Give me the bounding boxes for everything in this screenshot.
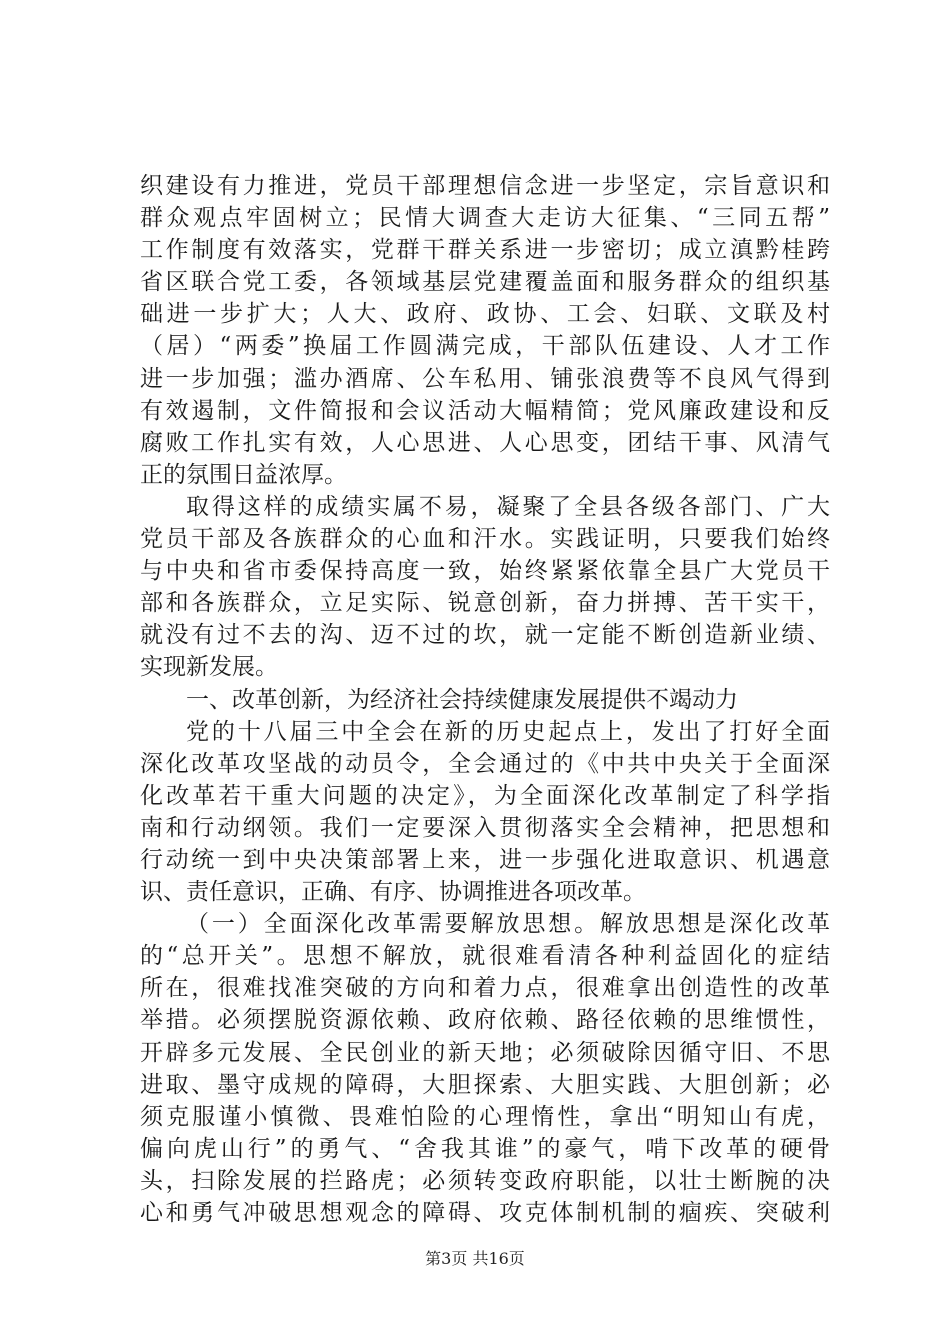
text-line: 心和勇气冲破思想观念的障碍、攻克体制机制的痼疾、突破利 <box>140 1200 830 1226</box>
text-line: 进取、墨守成规的障碍，大胆探索、大胆实践、大胆创新；必 <box>140 1071 830 1098</box>
text-line: 识、责任意识，正确、有序、协调推进各项改革。 <box>140 879 646 906</box>
text-line: 深化改革攻坚战的动员令，全会通过的《中共中央关于全面深 <box>140 750 830 777</box>
text-line: 省区联合党工委，各领域基层党建覆盖面和服务群众的组织基 <box>140 269 830 296</box>
text-line: 与中央和省市委保持高度一致，始终紧紧依靠全县广大党员干 <box>140 558 830 585</box>
page-number-footer: 第3页 共16页 <box>425 1249 525 1268</box>
subsection-line: （一）全面深化改革需要解放思想。解放思想是深化改革 <box>186 911 830 938</box>
text-line: 就没有过不去的沟、迈不过的坎，就一定能不断创造新业绩、 <box>140 622 830 649</box>
text-line: 行动统一到中央决策部署上来，进一步强化进取意识、机遇意 <box>140 846 830 873</box>
text-line: 础进一步扩大；人大、政府、政协、工会、妇联、文联及村 <box>140 301 830 328</box>
text-line: 工作制度有效落实，党群干群关系进一步密切；成立滇黔桂跨 <box>140 237 830 264</box>
text-line: 部和各族群众，立足实际、锐意创新，奋力拼搏、苦干实干， <box>140 590 830 617</box>
text-line: 织建设有力推进，党员干部理想信念进一步坚定，宗旨意识和 <box>140 173 830 199</box>
text-line: 举措。必须摆脱资源依赖、政府依赖、路径依赖的思维惯性， <box>140 1007 830 1034</box>
text-line: 群众观点牢固树立；民情大调查大走访大征集、“三同五帮” <box>140 205 830 232</box>
text-line: 头，扫除发展的拦路虎；必须转变政府职能，以壮士断腕的决 <box>140 1167 830 1194</box>
text-line: 所在，很难找准突破的方向和着力点，很难拿出创造性的改革 <box>140 975 830 1002</box>
text-line: 有效遏制，文件简报和会议活动大幅精简；党风廉政建设和反 <box>140 397 830 424</box>
text-line: 正的氛围日益浓厚。 <box>140 461 347 488</box>
text-line: （居）“两委”换届工作圆满完成，干部队伍建设、人才工作 <box>140 333 830 360</box>
text-line: 取得这样的成绩实属不易，凝聚了全县各级各部门、广大 <box>186 493 830 520</box>
document-body <box>140 170 830 1229</box>
text-line: 党的十八届三中全会在新的历史起点上，发出了打好全面 <box>186 718 830 745</box>
text-line: 进一步加强；滥办酒席、公车私用、铺张浪费等不良风气得到 <box>140 365 830 392</box>
text-line: 化改革若干重大问题的决定》，为全面深化改革制定了科学指 <box>140 782 830 809</box>
text-line: 实现新发展。 <box>140 654 278 681</box>
text-line: 偏向虎山行”的勇气、“舍我其谁”的豪气，啃下改革的硬骨 <box>140 1135 830 1162</box>
text-line: 开辟多元发展、全民创业的新天地；必须破除因循守旧、不思 <box>140 1039 830 1066</box>
text-line: 须克服谨小慎微、畏难怕险的心理惰性，拿出“明知山有虎， <box>140 1103 830 1130</box>
text-line: 党员干部及各族群众的心血和汗水。实践证明，只要我们始终 <box>140 526 830 553</box>
text-line: 南和行动纲领。我们一定要深入贯彻落实全会精神，把思想和 <box>140 814 830 841</box>
section-heading: 一、改革创新，为经济社会持续健康发展提供不竭动力 <box>186 686 738 713</box>
text-line: 腐败工作扎实有效，人心思进、人心思变，团结干事、风清气 <box>140 429 830 456</box>
text-line: 的“总开关”。思想不解放，就很难看清各种利益固化的症结 <box>140 943 830 970</box>
